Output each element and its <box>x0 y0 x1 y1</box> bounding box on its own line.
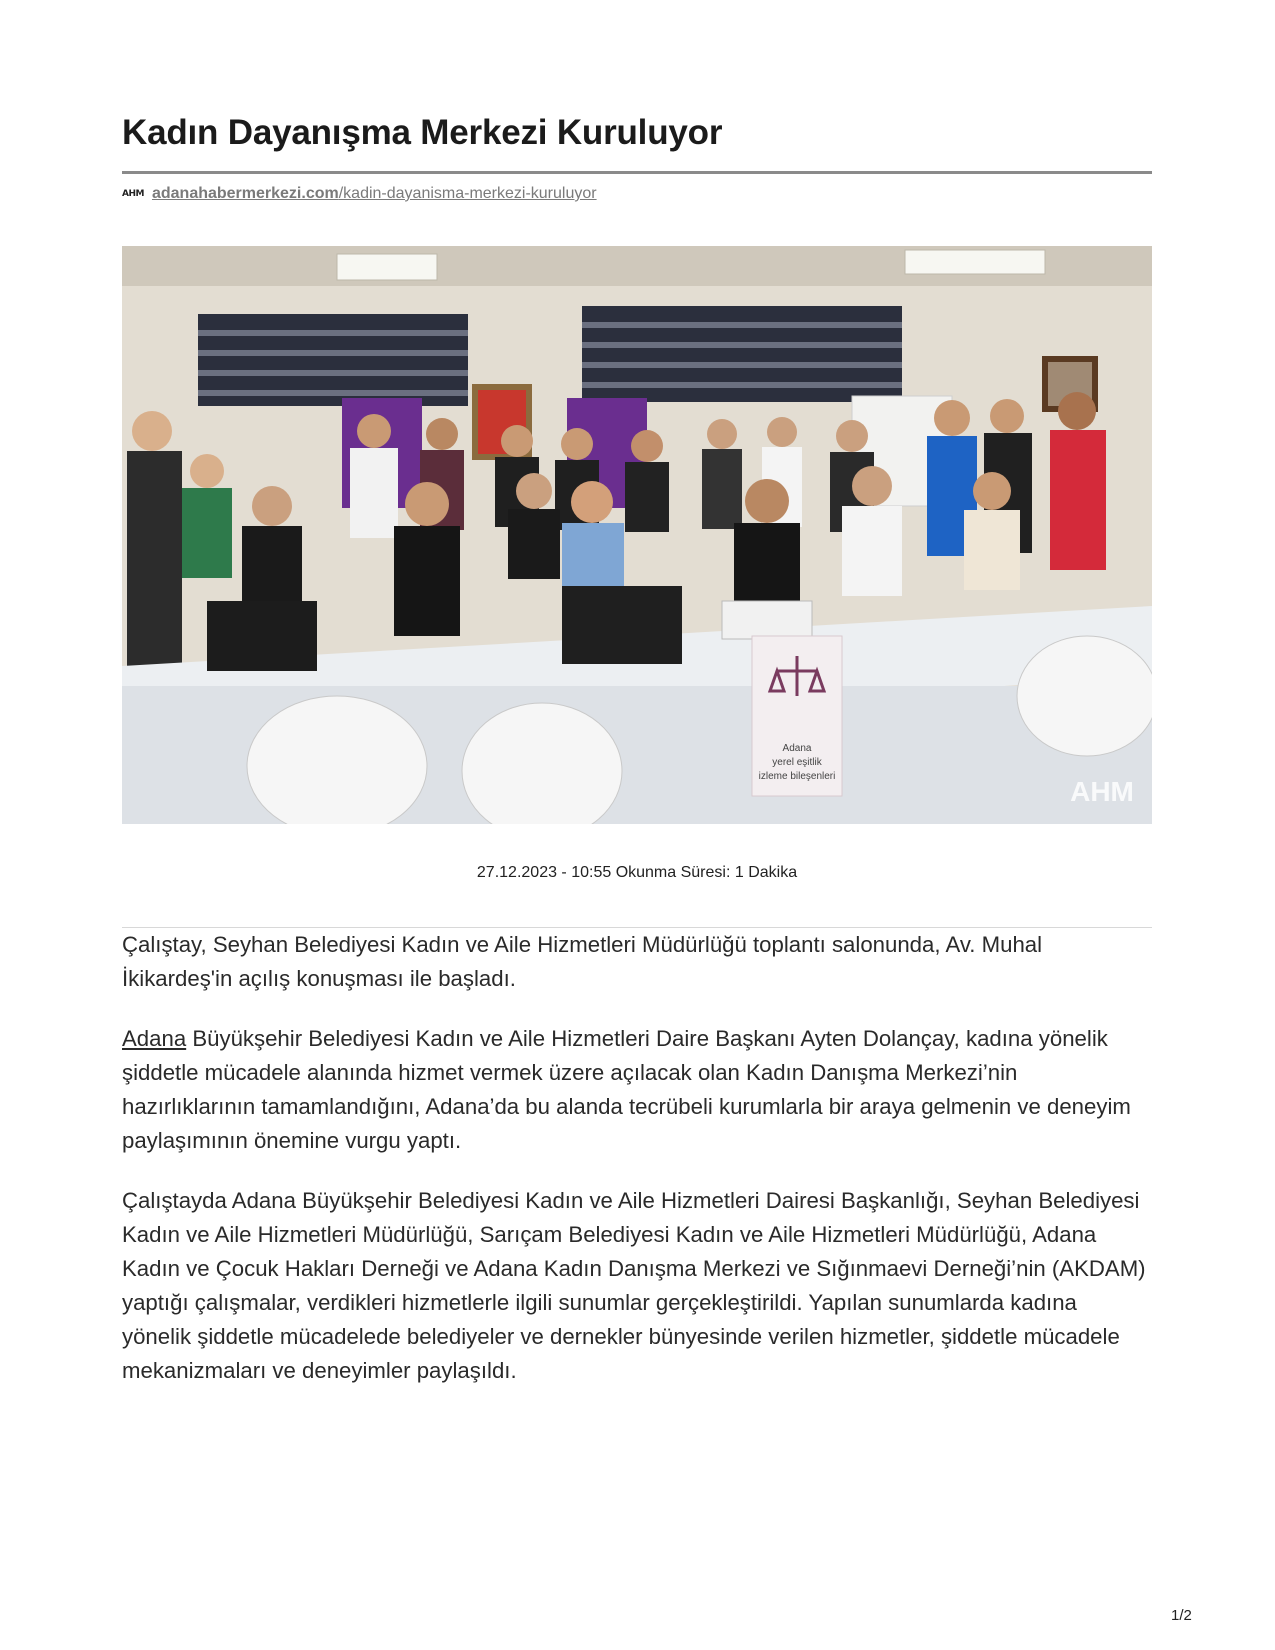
article-photo <box>122 246 1152 824</box>
article-title: Kadın Dayanışma Merkezi Kuruluyor <box>122 113 723 152</box>
site-favicon-icon: AHM <box>122 189 144 199</box>
page-number: 1/2 <box>1171 1607 1192 1624</box>
banner-line-3: izleme bileşenleri <box>758 771 836 782</box>
source-url-link[interactable] <box>152 185 597 203</box>
paragraph-3: Çalıştayda Adana Büyükşehir Belediyesi Kadın ve Aile Hizmetleri Dairesi Başkanlığı, Seyhan Belediyesi Kadın ve Aile Hizmetleri Müdürlüğü, Sarıçam Belediyesi Kadın ve Aile Hizmetleri Müdürlüğü, Adana Kadın ve Çocuk Hakları Derneği ve Adana Kadın Danışma Merkezi ve Sığınmaevi Derneği’nin (AKDAM) yaptığı çalışmalar, verdikleri hizmetlerle ilgili sunumlar gerçekleştirildi. Yapılan sunumlarda kadına yönelik şiddetle mücadelede belediyeler ve dernekler bünyesinde verilen hizmetler, şiddetle mücadele mekanizmaları ve deneyimler paylaşıldı. <box>122 1188 1146 1383</box>
paragraph-2 <box>122 1022 1152 1158</box>
photo-watermark: AHM <box>1070 776 1134 807</box>
title-divider <box>122 171 1152 174</box>
source-domain: adanahabermerkezi.com <box>151 185 339 202</box>
banner-line-2: yerel eşitlik <box>772 757 822 768</box>
paragraph-1: Çalıştay, Seyhan Belediyesi Kadın ve Aile Hizmetleri Müdürlüğü toplantı salonunda, Av. Muhal İkikardeş'in açılış konuşması ile başladı. <box>122 932 1043 991</box>
source-line <box>122 185 597 203</box>
adana-link[interactable]: Adana <box>122 1026 187 1051</box>
photo-illustration <box>122 246 1152 824</box>
article-meta: 27.12.2023 - 10:55 Okunma Süresi: 1 Dakika <box>476 864 798 881</box>
article-body <box>122 928 1152 1414</box>
paragraph-2-text: Büyükşehir Belediyesi Kadın ve Aile Hizmetleri Daire Başkanı Ayten Dolançay, kadına yönelik şiddetle mücadele alanında hizmet vermek üzere açılacak olan Kadın Danışma Merkezi’nin hazırlıklarının tamamlandığını, Adana’da bu alanda tecrübeli kurumlarla bir araya gelmenin ve deneyim paylaşımının önemine vurgu yaptı. <box>122 1026 1131 1153</box>
source-path: /kadin-dayanisma-merkezi-kuruluyor <box>338 185 597 202</box>
banner-line-1: Adana <box>782 743 812 754</box>
